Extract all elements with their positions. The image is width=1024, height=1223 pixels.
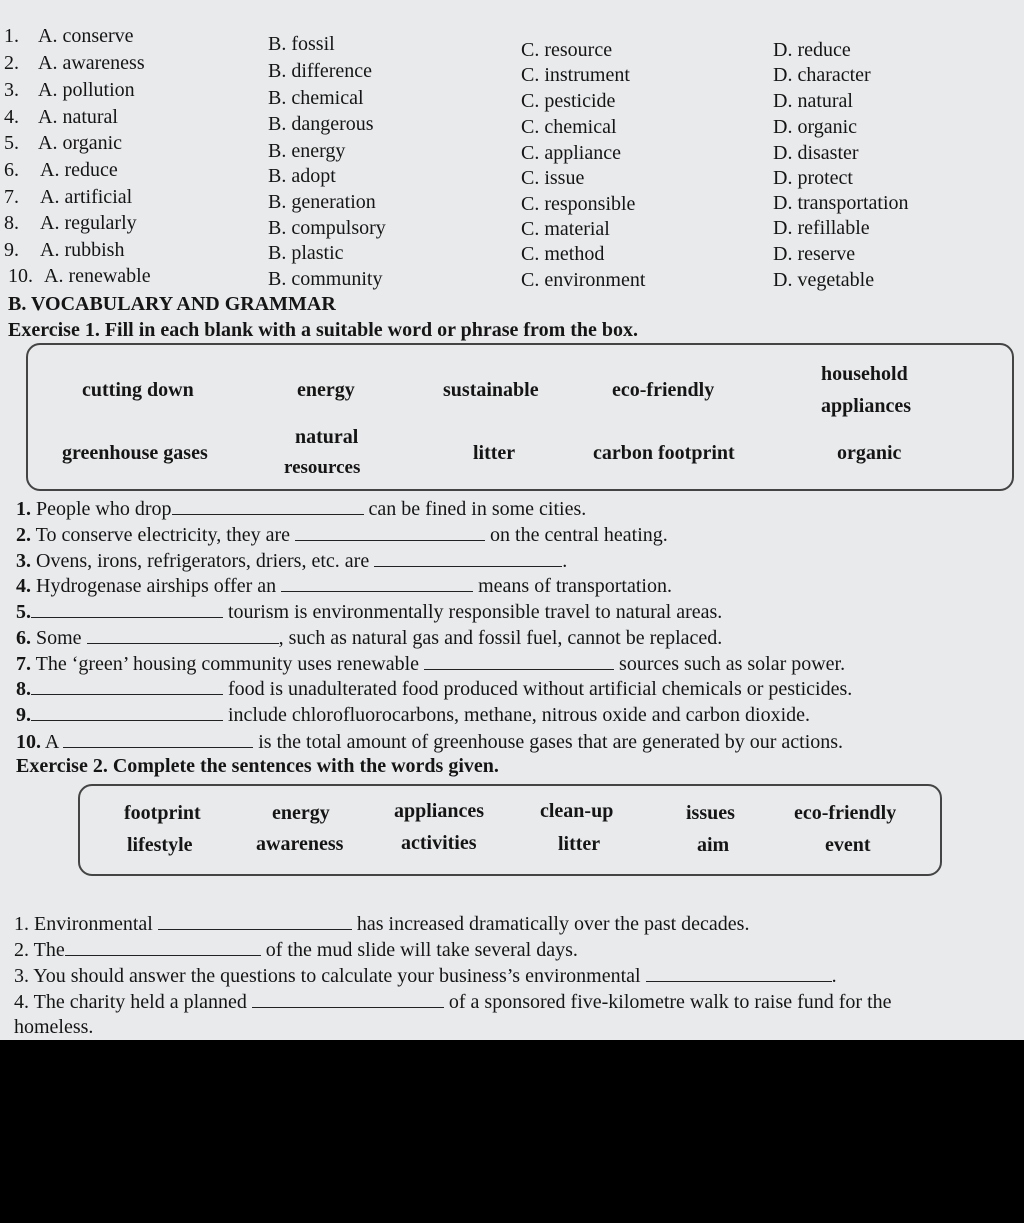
mcq-number: 7.: [4, 186, 19, 208]
box-word: activities: [401, 832, 477, 854]
sentence-text: Hydrogenase airships offer an: [36, 575, 277, 597]
answer-blank[interactable]: [172, 496, 364, 515]
mcq-number: 9.: [4, 239, 19, 261]
sentence-number: 9.: [16, 704, 31, 726]
mcq-option-d: D. natural: [773, 90, 853, 112]
mcq-number: 3.: [4, 79, 19, 101]
answer-blank[interactable]: [87, 625, 279, 644]
box-word: cutting down: [82, 379, 194, 401]
sentence-number: 10.: [16, 731, 41, 753]
mcq-option-a: A. awareness: [38, 52, 145, 74]
sentence-number: 7.: [16, 653, 31, 675]
box-word: litter: [473, 442, 516, 464]
sentence-number: 8.: [16, 678, 31, 700]
sentence-number: 3.: [14, 965, 29, 987]
mcq-option-b: B. plastic: [268, 242, 344, 264]
box-word: awareness: [256, 833, 344, 855]
sentence-text: .: [831, 965, 837, 987]
answer-blank[interactable]: [295, 522, 485, 541]
mcq-option-c: C. responsible: [521, 193, 636, 215]
sentence-text: food is unadulterated food produced without artificial chemicals or pesticides.: [228, 678, 853, 700]
exercise-1-sentence: [16, 599, 722, 624]
answer-blank[interactable]: [424, 651, 614, 670]
mcq-option-a: A. renewable: [44, 265, 151, 287]
exercise-2-title: Exercise 2. Complete the sentences with the words given.: [16, 755, 499, 777]
mcq-option-a: A. pollution: [38, 79, 135, 101]
mcq-option-b: B. fossil: [268, 33, 335, 55]
mcq-number: 8.: [4, 212, 19, 234]
answer-blank[interactable]: [31, 676, 223, 695]
exercise-1-sentence: [16, 573, 672, 598]
box-word: energy: [272, 802, 330, 824]
sentence-text: can be fined in some cities.: [368, 498, 587, 520]
mcq-number: 1.: [4, 25, 19, 47]
mcq-option-a: A. artificial: [40, 186, 133, 208]
mcq-option-a: A. regularly: [40, 212, 137, 234]
mcq-number: 4.: [4, 106, 19, 128]
sentence-number: 2.: [16, 524, 31, 546]
answer-blank[interactable]: [281, 573, 473, 592]
box-word: footprint: [124, 802, 201, 824]
mcq-number: 10.: [8, 265, 33, 287]
mcq-option-d: D. reserve: [773, 243, 856, 265]
mcq-option-a: A. natural: [38, 106, 118, 128]
sentence-text: The: [33, 939, 65, 961]
box-word: household: [821, 363, 908, 385]
mcq-option-d: D. disaster: [773, 142, 859, 164]
box-word: sustainable: [443, 379, 539, 401]
mcq-option-a: A. reduce: [40, 159, 118, 181]
box-word: carbon footprint: [593, 442, 735, 464]
mcq-option-d: D. character: [773, 64, 871, 86]
mcq-option-c: C. issue: [521, 167, 585, 189]
answer-blank[interactable]: [31, 702, 223, 721]
exercise-1-sentence: [16, 729, 843, 754]
mcq-number: 2.: [4, 52, 19, 74]
mcq-option-b: B. difference: [268, 60, 373, 82]
answer-blank[interactable]: [646, 963, 832, 982]
sentence-number: 5.: [16, 601, 31, 623]
sentence-continuation: homeless.: [14, 1016, 94, 1038]
sentence-number: 4.: [16, 575, 31, 597]
box-word: event: [825, 834, 871, 856]
exercise-2-sentence: [14, 937, 578, 962]
exercise-1-sentence: [16, 496, 586, 521]
mcq-option-b: B. energy: [268, 140, 346, 162]
exercise-2-sentence: [14, 963, 837, 988]
sentence-number: 2.: [14, 939, 29, 961]
sentence-number: 4.: [14, 991, 29, 1013]
mcq-option-c: C. resource: [521, 39, 613, 61]
box-word: clean-up: [540, 800, 614, 822]
box-word: appliances: [821, 395, 912, 417]
sentence-text: You should answer the questions to calculate your business’s environmental: [33, 965, 641, 987]
answer-blank[interactable]: [374, 548, 562, 567]
answer-blank[interactable]: [63, 729, 253, 748]
mcq-option-c: C. method: [521, 243, 605, 265]
sentence-text: Ovens, irons, refrigerators, driers, etc. are: [36, 550, 370, 572]
mcq-option-b: B. dangerous: [268, 113, 374, 135]
mcq-option-c: C. chemical: [521, 116, 617, 138]
sentence-text: tourism is environmentally responsible travel to natural areas.: [228, 601, 723, 623]
exercise-1-sentence: [16, 548, 567, 573]
exercise-2-sentence: [14, 911, 749, 936]
answer-blank[interactable]: [65, 937, 261, 956]
mcq-option-b: B. compulsory: [268, 217, 386, 239]
box-word: eco-friendly: [612, 379, 715, 401]
box-word: energy: [297, 379, 355, 401]
exercise-1-sentence: [16, 651, 845, 676]
mcq-option-d: D. refillable: [773, 217, 870, 239]
sentence-text: A: [44, 731, 59, 753]
answer-blank[interactable]: [158, 911, 352, 930]
mcq-option-c: C. pesticide: [521, 90, 616, 112]
sentence-number: 6.: [16, 627, 31, 649]
exercise-1-sentence: [16, 522, 668, 547]
sentence-text: is the total amount of greenhouse gases that are generated by our actions.: [258, 731, 844, 753]
mcq-option-c: C. instrument: [521, 64, 630, 86]
mcq-option-b: B. generation: [268, 191, 376, 213]
box-word: greenhouse gases: [62, 442, 208, 464]
sentence-text: The charity held a planned: [33, 991, 247, 1013]
mcq-option-c: C. appliance: [521, 142, 621, 164]
sentence-text: sources such as solar power.: [619, 653, 846, 675]
sentence-text: To conserve electricity, they are: [35, 524, 291, 546]
box-word: eco-friendly: [794, 802, 897, 824]
mcq-option-a: A. rubbish: [40, 239, 125, 261]
word-box: [78, 784, 942, 876]
sentence-text: of a sponsored five-kilometre walk to raise fund for the: [448, 991, 892, 1013]
mcq-option-a: A. conserve: [38, 25, 134, 47]
sentence-number: 1.: [14, 913, 29, 935]
mcq-option-c: C. material: [521, 218, 610, 240]
mcq-option-d: D. vegetable: [773, 269, 875, 291]
sentence-text: People who drop: [36, 498, 172, 520]
section-heading: B. VOCABULARY AND GRAMMAR: [8, 293, 336, 315]
sentence-text: of the mud slide will take several days.: [265, 939, 578, 961]
exercise-2-sentence: [14, 989, 892, 1014]
sentence-number: 3.: [16, 550, 31, 572]
mcq-option-b: B. community: [268, 268, 383, 290]
sentence-text: , such as natural gas and fossil fuel, cannot be replaced.: [278, 627, 723, 649]
box-word: issues: [686, 802, 735, 824]
mcq-option-c: C. environment: [521, 269, 646, 291]
sentence-text: .: [562, 550, 568, 572]
box-word: appliances: [394, 800, 485, 822]
exercise-1-sentence: [16, 625, 722, 650]
sentence-text: on the central heating.: [490, 524, 668, 546]
mcq-number: 5.: [4, 132, 19, 154]
box-word: aim: [697, 834, 730, 856]
mcq-option-d: D. protect: [773, 167, 853, 189]
mcq-option-d: D. organic: [773, 116, 858, 138]
exercise-1-sentence: [16, 676, 852, 701]
box-word: organic: [837, 442, 902, 464]
mcq-option-a: A. organic: [38, 132, 123, 154]
mcq-option-b: B. adopt: [268, 165, 336, 187]
sentence-text: The ‘green’ housing community uses renewable: [35, 653, 420, 675]
mcq-option-b: B. chemical: [268, 87, 364, 109]
answer-blank[interactable]: [31, 599, 223, 618]
box-word: lifestyle: [127, 834, 193, 856]
mcq-option-d: D. reduce: [773, 39, 851, 61]
sentence-text: has increased dramatically over the past decades.: [356, 913, 750, 935]
sentence-text: means of transportation.: [478, 575, 672, 597]
exercise-1-sentence: [16, 702, 810, 727]
sentence-text: Some: [36, 627, 82, 649]
exercise-1-title: Exercise 1. Fill in each blank with a suitable word or phrase from the box.: [8, 319, 639, 341]
sentence-text: include chlorofluorocarbons, methane, nitrous oxide and carbon dioxide.: [228, 704, 811, 726]
box-word: resources: [284, 457, 361, 478]
answer-blank[interactable]: [252, 989, 444, 1008]
mcq-option-d: D. transportation: [773, 192, 909, 214]
sentence-number: 1.: [16, 498, 31, 520]
mcq-number: 6.: [4, 159, 19, 181]
box-word: natural: [295, 426, 359, 448]
sentence-text: Environmental: [34, 913, 153, 935]
box-word: litter: [558, 833, 601, 855]
